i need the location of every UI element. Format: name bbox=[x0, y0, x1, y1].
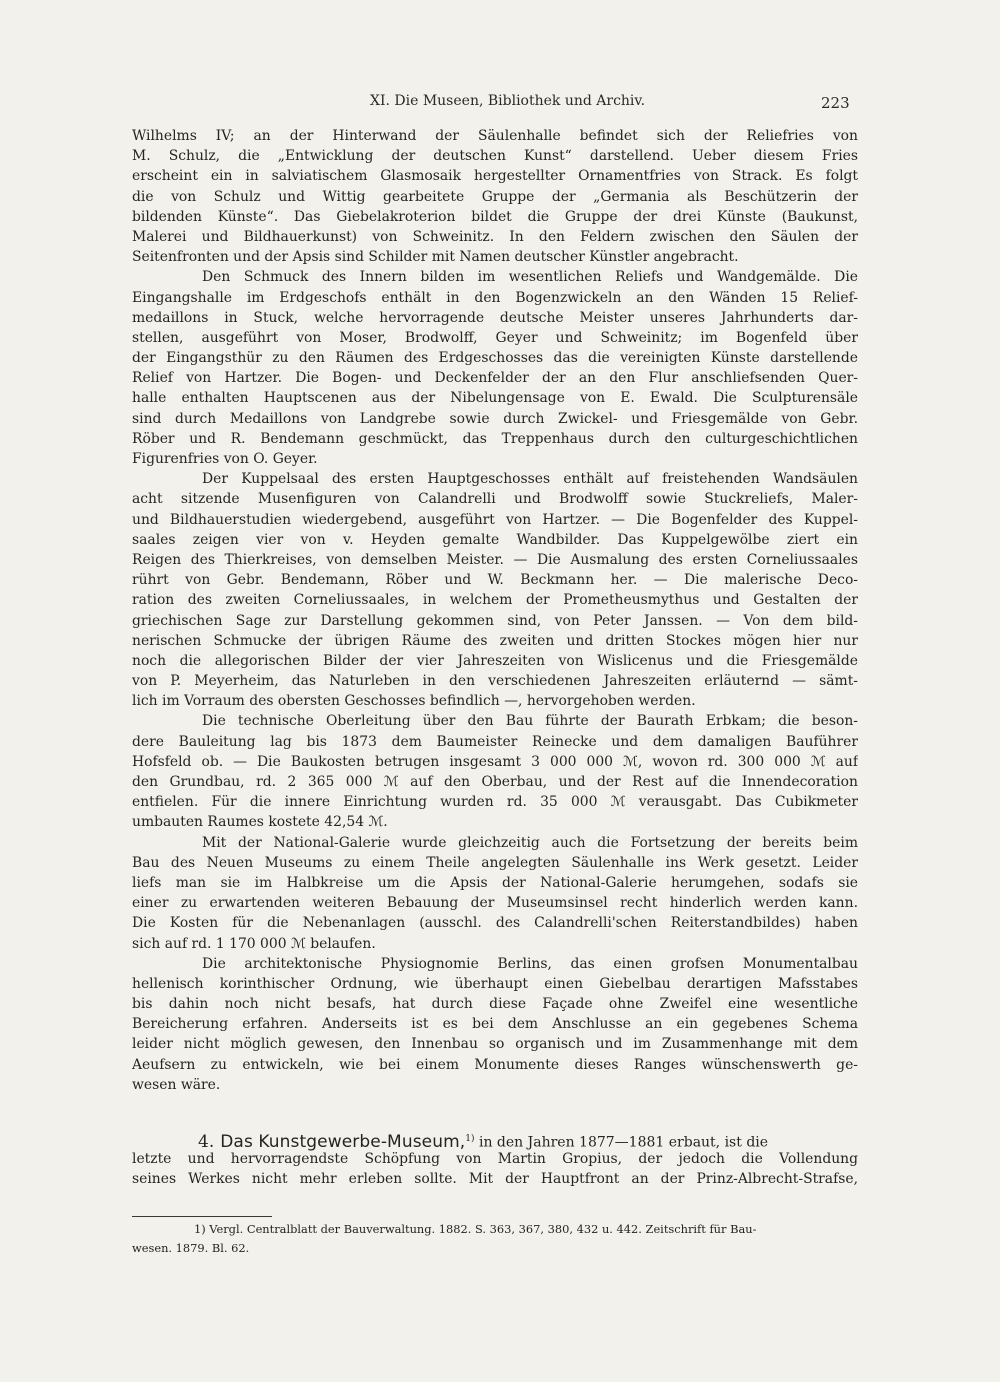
text-line: letzte und hervorragendste Schöpfung von Martin Gropius, der jedoch die Vollendung bbox=[132, 1151, 858, 1167]
text-line: sind durch Medaillons von Landgrebe sowie durch Zwickel- und Friesgemälde von Gebr. bbox=[132, 410, 858, 427]
text-line: acht sitzende Musenfiguren von Calandrelli und Brodwolff sowie Stuckreliefs, Maler- bbox=[132, 491, 858, 508]
text-line: nerischen Schmucke der übrigen Räume des zweiten und dritten Stockes mögen hier nur bbox=[132, 632, 858, 649]
text-line: sich auf rd. 1 170 000 ℳ belaufen. bbox=[132, 935, 376, 952]
text-line: Mit der National-Galerie wurde gleichzeitig auch die Fortsetzung der bereits beim bbox=[202, 834, 858, 851]
text-line: umbauten Raumes kostete 42,54 ℳ. bbox=[132, 814, 388, 831]
section-body bbox=[132, 1149, 858, 1189]
text-line: Bau des Neuen Museums zu einem Theile angelegten Säulenhalle ins Werk gesetzt. Leider bbox=[132, 854, 858, 871]
body-text bbox=[132, 126, 858, 1095]
section-heading-line bbox=[132, 1127, 858, 1151]
text-line: lich im Vorraum des obersten Geschosses befindlich —, hervorgehoben werden. bbox=[132, 693, 696, 710]
text-line: Malerei und Bildhauerkunst) von Schweinitz. In den Feldern zwischen den Säulen der bbox=[132, 228, 858, 245]
text-line: leider nicht möglich gewesen, den Innenbau so organisch und im Zusammenhange mit dem bbox=[132, 1036, 858, 1053]
text-line: Der Kuppelsaal des ersten Hauptgeschosses enthält auf freistehenden Wandsäulen bbox=[202, 471, 858, 488]
text-line: Wilhelms IV; an der Hinterwand der Säulenhalle befindet sich der Reliefries von bbox=[132, 128, 858, 144]
text-line: Hofsfeld ob. — Die Baukosten betrugen insgesamt 3 000 000 ℳ, wovon rd. 300 000 ℳ auf bbox=[132, 753, 858, 770]
footnote-divider bbox=[132, 1216, 272, 1217]
text-line: M. Schulz, die „Entwicklung der deutschen Kunst“ darstellend. Ueber diesem Fries bbox=[132, 148, 858, 165]
text-line: entfielen. Für die innere Einrichtung wurden rd. 35 000 ℳ verausgabt. Das Cubikmeter bbox=[132, 794, 858, 811]
text-line: Seitenfronten und der Apsis sind Schilder mit Namen deutscher Künstler angebracht. bbox=[132, 249, 739, 266]
text-line: noch die allegorischen Bilder der vier Jahreszeiten von Wislicenus und die Friesgemälde bbox=[132, 652, 858, 669]
text-line: bildenden Künste“. Das Giebelakroterion bildet die Gruppe der drei Künste (Baukunst, bbox=[132, 208, 858, 225]
section-lead-text: in den Jahren 1877—1881 erbaut, ist die bbox=[478, 1134, 769, 1151]
text-line: erscheint ein in salviatischem Glasmosaik hergestellter Ornamentfries von Strack. Es folgt bbox=[132, 168, 858, 185]
text-line: halle enthalten Hauptscenen aus der Nibelungensage von E. Ewald. Die Sculpturensäle bbox=[132, 390, 858, 407]
text-line: wesen wäre. bbox=[132, 1076, 221, 1093]
text-line: von P. Meyerheim, das Naturleben in den verschiedenen Jahreszeiten erläuternd — sämt- bbox=[132, 673, 858, 690]
text-line: die von Schulz und Wittig gearbeitete Gruppe der „Germania als Beschützerin der bbox=[132, 188, 858, 205]
text-line: stellen, ausgeführt von Moser, Brodwolff, Geyer und Schweinitz; im Bogenfeld über bbox=[132, 329, 858, 346]
text-line: Den Schmuck des Innern bilden im wesentlichen Reliefs und Wandgemälde. Die bbox=[202, 269, 858, 286]
text-line: Die technische Oberleitung über den Bau führte der Baurath Erbkam; die beson- bbox=[202, 713, 858, 730]
text-line: den Grundbau, rd. 2 365 000 ℳ auf den Oberbau, und der Rest auf die Innendecoration bbox=[132, 774, 858, 790]
text-line: bis dahin noch nicht besafs, hat durch diese Façade ohne Zweifel eine wesentliche bbox=[132, 996, 858, 1013]
footnote-reference: 1) bbox=[465, 1134, 475, 1144]
text-line: Röber und R. Bendemann geschmückt, das Treppenhaus durch den culturgeschichtlichen bbox=[132, 430, 858, 447]
running-title: XI. Die Museen, Bibliothek und Archiv. bbox=[370, 93, 646, 109]
page-number: 223 bbox=[821, 94, 850, 112]
text-line: Eingangshalle im Erdgeschofs enthält in den Bogenzwickeln an den Wänden 15 Relief- bbox=[132, 289, 858, 306]
footnote-line: wesen. 1879. Bl. 62. bbox=[132, 1241, 250, 1255]
section-number: 4. bbox=[198, 1131, 215, 1151]
text-line: ration des zweiten Corneliussaales, in welchem der Prometheusmythus und Gestalten der bbox=[132, 592, 858, 609]
text-line: Figurenfries von O. Geyer. bbox=[132, 451, 318, 467]
text-line: Aeufsern zu entwickeln, wie bei einem Monumente dieses Ranges wünschenswerth ge- bbox=[132, 1056, 858, 1073]
text-line: rührt von Gebr. Bendemann, Röber und W. Beckmann her. — Die malerische Deco- bbox=[132, 572, 858, 589]
text-line: hellenisch korinthischer Ordnung, wie überhaupt einen Giebelbau derartigen Mafsstabes bbox=[132, 975, 858, 992]
text-line: der Eingangsthür zu den Räumen des Erdgeschosses das die vereinigten Künste darstellende bbox=[132, 350, 858, 367]
text-line: Reigen des Thierkreises, von demselben Meister. — Die Ausmalung des ersten Corneliussaales bbox=[132, 551, 858, 568]
section-title: Das Kunstgewerbe-Museum, bbox=[220, 1131, 466, 1151]
text-line: medaillons in Stuck, welche hervorragende deutsche Meister unseres Jahrhunderts dar- bbox=[132, 309, 858, 326]
text-line: Die Kosten für die Nebenanlagen (ausschl. des Calandrelli'schen Reiterstandbildes) haben bbox=[132, 915, 858, 932]
text-line: liefs man sie im Halbkreise um die Apsis der National-Galerie herumgehen, sodafs sie bbox=[132, 874, 858, 891]
footnote bbox=[132, 1220, 858, 1258]
text-line: dere Bauleitung lag bis 1873 dem Baumeister Reinecke und dem damaligen Bauführer bbox=[132, 733, 858, 750]
text-line: Die architektonische Physiognomie Berlins, das einen grofsen Monumentalbau bbox=[202, 955, 858, 972]
text-line: griechischen Sage zur Darstellung gekommen sind, von Peter Janssen. — Von dem bild- bbox=[132, 612, 858, 629]
running-header bbox=[0, 93, 1000, 113]
text-line: saales zeigen vier von v. Heyden gemalte Wandbilder. Das Kuppelgewölbe ziert ein bbox=[132, 531, 858, 548]
text-line: einer zu erwartenden weiteren Bebauung der Museumsinsel recht hinderlich werden kann. bbox=[132, 895, 858, 912]
text-line: und Bildhauerstudien wiedergebend, ausgeführt von Hartzer. — Die Bogenfelder des Kuppel- bbox=[132, 511, 858, 528]
footnote-line: 1) Vergl. Centralblatt der Bauverwaltung. 1882. S. 363, 367, 380, 432 u. 442. Zeitschrift für Bau- bbox=[194, 1222, 757, 1236]
text-line: seines Werkes nicht mehr erleben sollte. Mit der Hauptfront an der Prinz-Albrecht-Strafse, bbox=[132, 1171, 858, 1188]
text-line: Bereicherung erfahren. Anderseits ist es bei dem Anschlusse an ein gegebenes Schema bbox=[132, 1016, 858, 1033]
text-line: Relief von Hartzer. Die Bogen- und Deckenfelder der an den Flur anschliefsenden Quer- bbox=[132, 370, 858, 387]
